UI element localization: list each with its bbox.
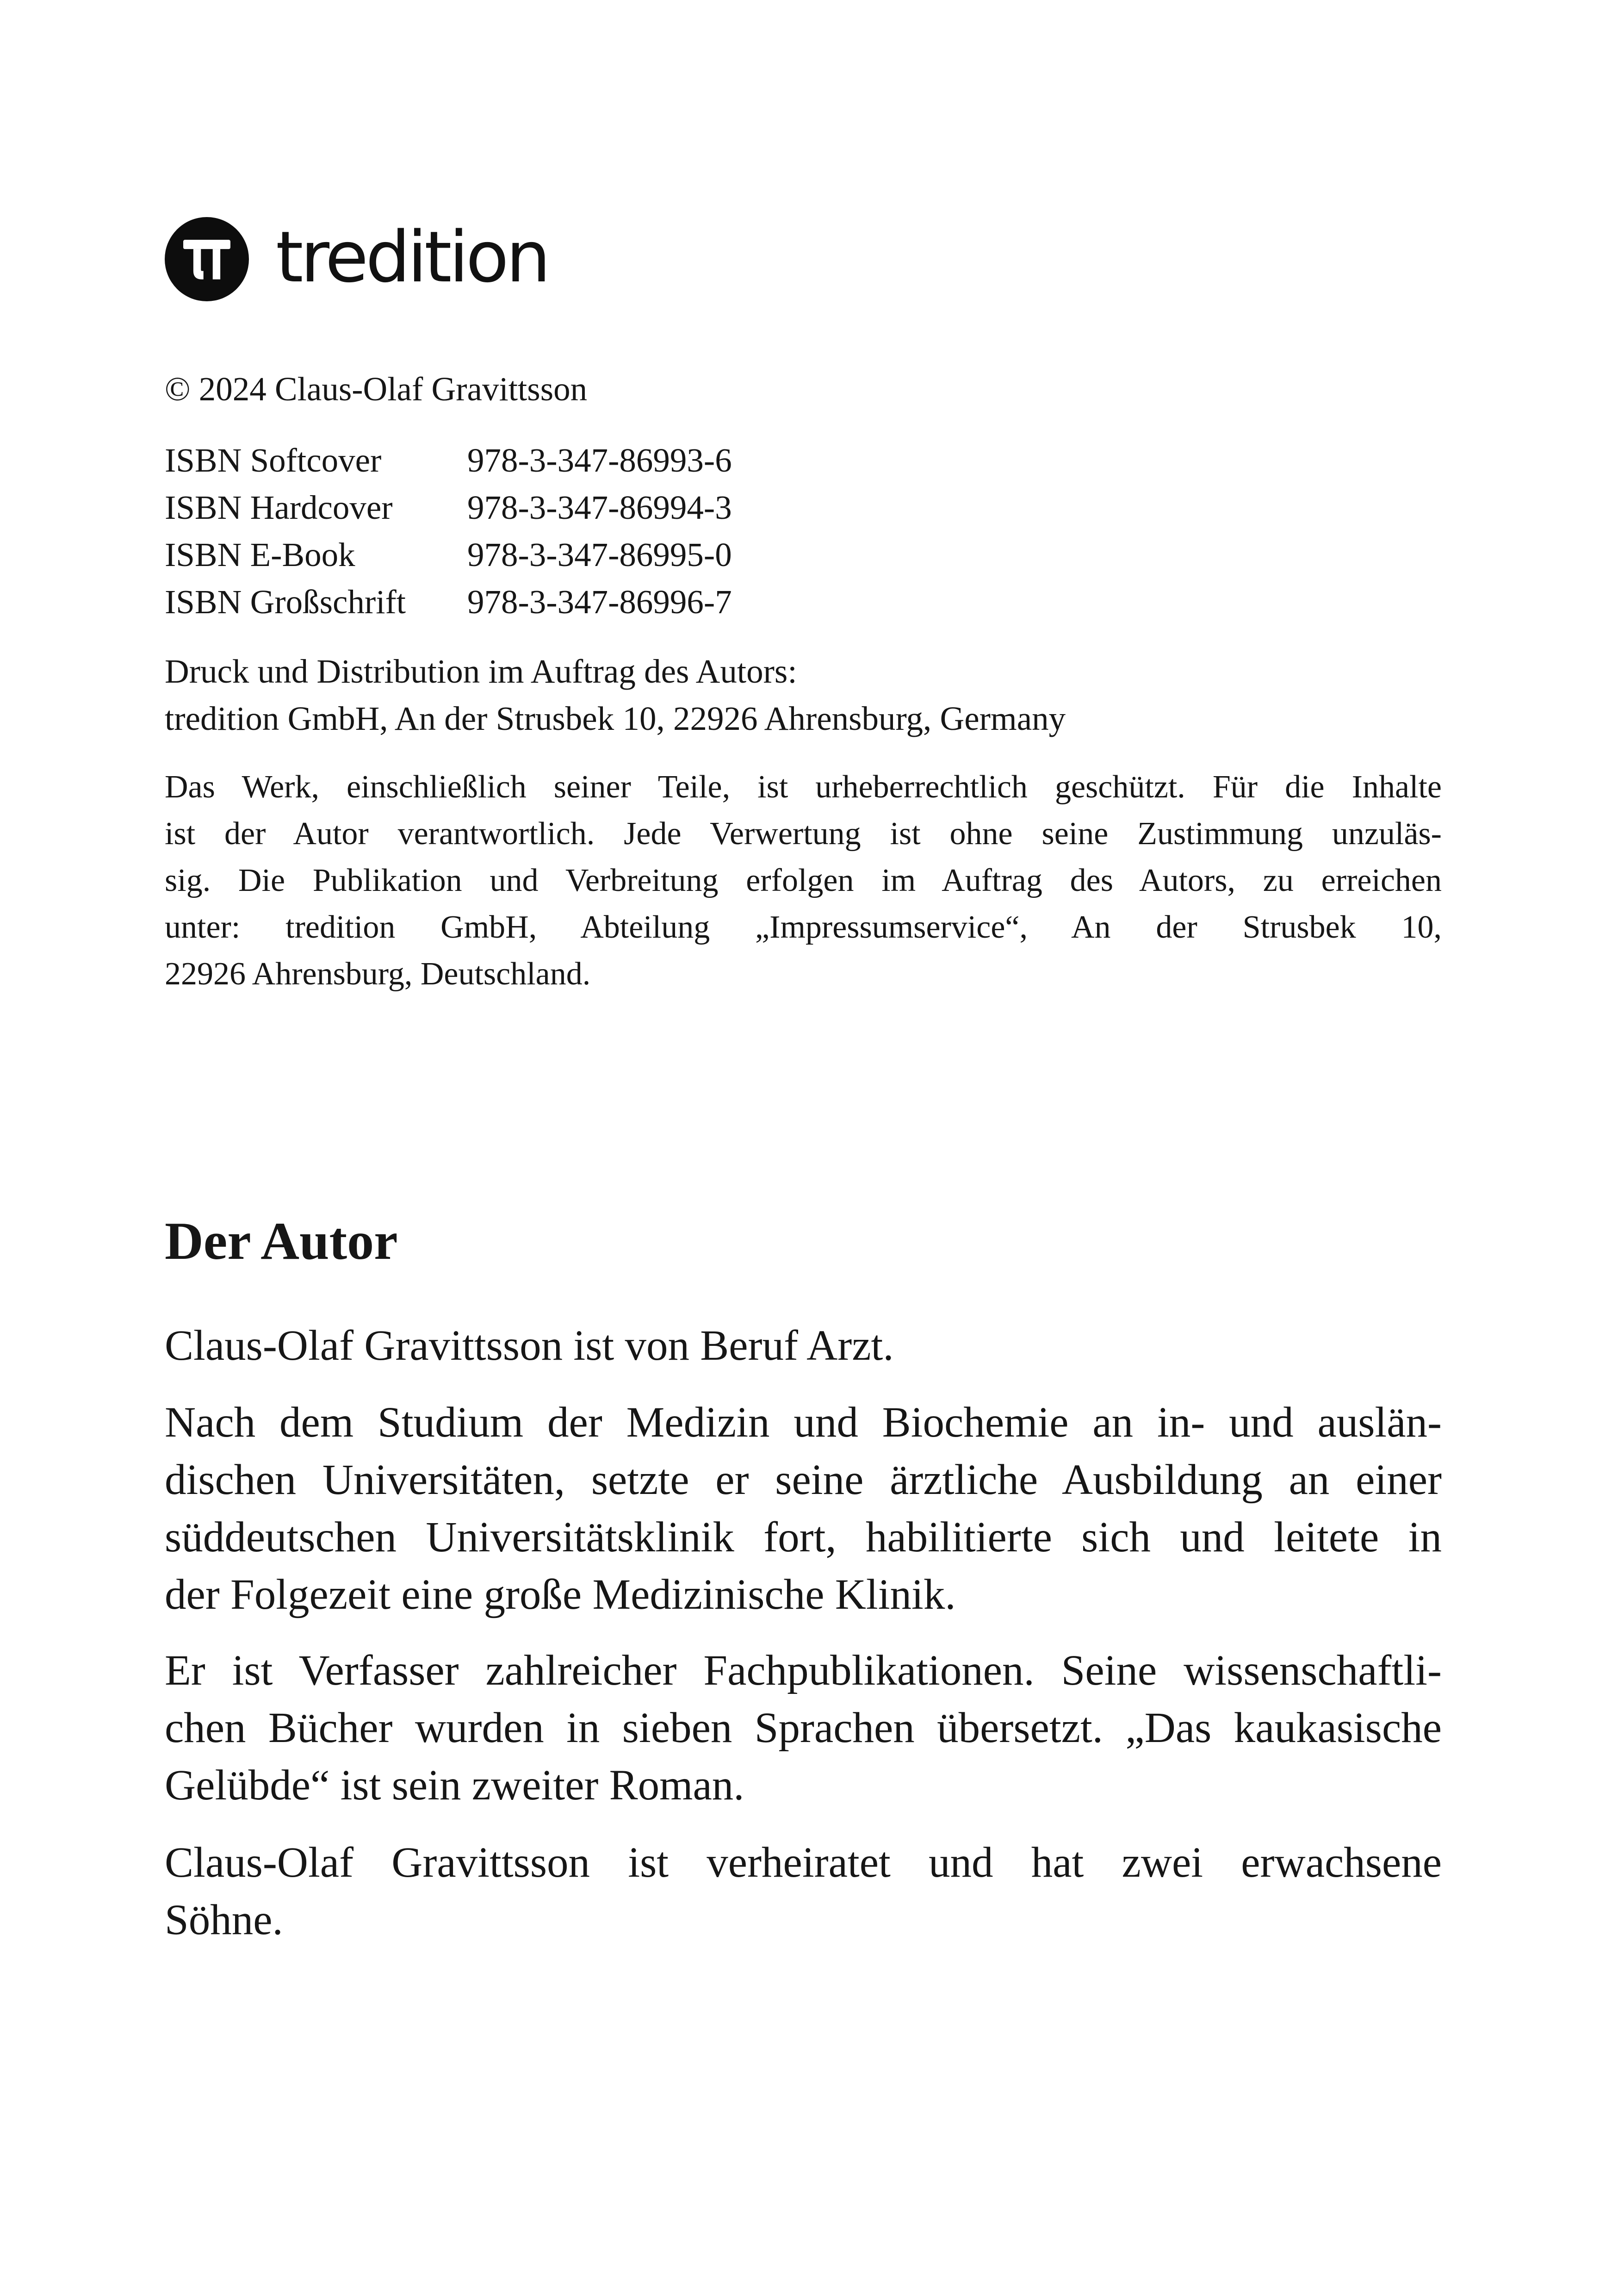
bio-line: der Folgezeit eine große Medizinische Klinik. [165,1571,956,1618]
isbn-row [165,437,732,484]
isbn-value: 978-3-347-86996-7 [467,583,732,621]
print-distribution [165,648,1442,742]
print-distribution-line: Druck und Distribution im Auftrag des Autors: [165,653,797,690]
bio-line: chen Bücher wurden in sieben Sprachen übersetzt. „Das kaukasische [165,1704,1442,1752]
author-bio-paragraph [165,1317,1442,1375]
isbn-value: 978-3-347-86993-6 [467,442,732,479]
bio-line: Claus-Olaf Gravittsson ist verheiratet und hat zwei erwachsene [165,1839,1442,1886]
isbn-label: ISBN Softcover [165,442,382,479]
copyright-line: © 2024 Claus-Olaf Gravittsson [165,370,588,408]
legal-notice-line: 22926 Ahrensburg, Deutschland. [165,956,591,992]
isbn-value: 978-3-347-86994-3 [467,489,732,526]
legal-notice-line: Das Werk, einschließlich seiner Teile, ist urheberrechtlich geschützt. Für die Inhalte [165,769,1442,805]
isbn-row [165,484,732,531]
isbn-row [165,579,732,626]
isbn-label: ISBN Hardcover [165,489,393,526]
bio-line: süddeutschen Universitätsklinik fort, habilitierte sich und leitete in [165,1513,1442,1561]
bio-line: dischen Universitäten, setzte er seine ärztliche Ausbildung an einer [165,1456,1442,1504]
isbn-label: ISBN Großschrift [165,583,406,621]
author-bio-paragraph [165,1834,1442,1949]
bio-line: Claus-Olaf Gravittsson ist von Beruf Arzt. [165,1322,894,1369]
legal-notice-line: unter: tredition GmbH, Abteilung „Impressumservice“, An der Strusbek 10, [165,909,1442,945]
bio-line: Söhne. [165,1896,283,1944]
tredition-logo-icon [165,217,249,301]
publisher-address: tredition GmbH, An der Strusbek 10, 22926 Ahrensburg, Germany [165,700,1066,737]
isbn-label: ISBN E-Book [165,536,355,573]
author-heading: Der Autor [165,1212,398,1271]
legal-notice-line: sig. Die Publikation und Verbreitung erfolgen im Auftrag des Autors, zu erreichen [165,863,1442,898]
legal-notice [165,764,1442,997]
bio-line: Gelübde“ ist sein zweiter Roman. [165,1761,744,1809]
bio-line: Nach dem Studium der Medizin und Biochemie an in- und auslän- [165,1399,1442,1446]
isbn-list [165,437,732,626]
author-bio-paragraph [165,1642,1442,1814]
author-bio-paragraph [165,1394,1442,1624]
bio-line: Er ist Verfasser zahlreicher Fachpublikationen. Seine wissenschaftli- [165,1647,1442,1694]
isbn-value: 978-3-347-86995-0 [467,536,732,573]
legal-notice-line: ist der Autor verantwortlich. Jede Verwertung ist ohne seine Zustimmung unzuläs- [165,816,1442,852]
isbn-row [165,531,732,579]
publisher-logo [165,218,548,301]
publisher-wordmark: tredition [276,216,548,298]
